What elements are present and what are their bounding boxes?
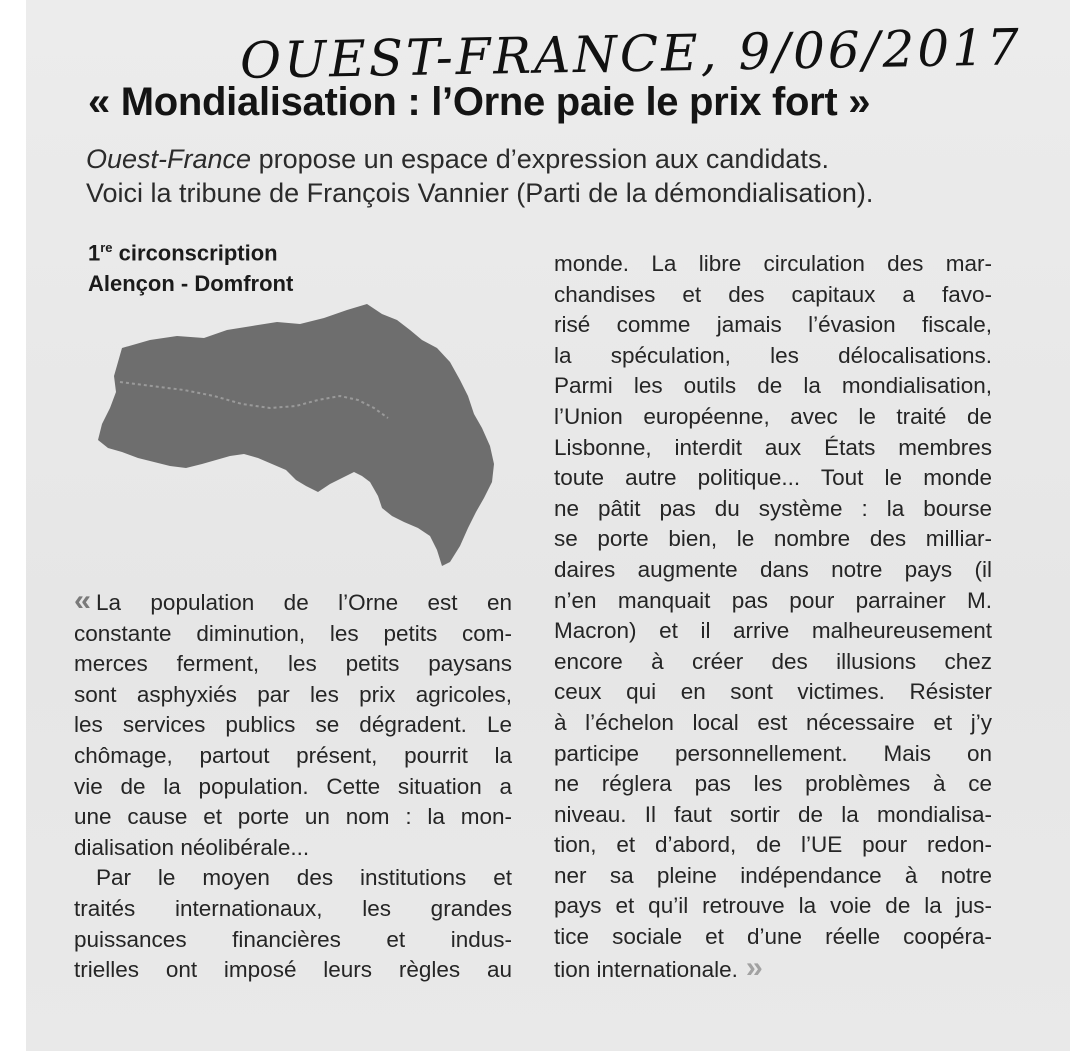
constituency-label: [88, 232, 388, 299]
constituency-number-line: [88, 232, 388, 268]
article-standfirst: [86, 142, 1016, 210]
column-right-line: encore à créer des illusions chez: [554, 648, 992, 674]
standfirst-line-1: [86, 142, 1016, 176]
scan-margin-right: [1070, 0, 1084, 1051]
constituency-word: circonscription: [112, 240, 278, 266]
column-right-line: monde. La libre circulation des mar-: [554, 251, 992, 276]
column-left-line: traités internationaux, les grandes: [74, 895, 512, 921]
column-left-line: Par le moyen des institutions et: [96, 865, 512, 891]
column-left-line: sont asphyxiés par les prix agricoles,: [74, 681, 512, 707]
column-left-line: constante diminution, les petits com-: [74, 620, 512, 646]
column-right-line: l’Union européenne, avec le traité de: [554, 403, 992, 429]
constituency-number: 1: [88, 240, 101, 266]
column-right-line: la spéculation, les délocalisations.: [554, 342, 992, 368]
column-right-line: tice sociale et d’une réelle coopéra-: [554, 924, 992, 950]
column-right-line: daires augmente dans notre pays (il: [554, 556, 992, 582]
column-right-line: niveau. Il faut sortir de la mondialisa-: [554, 801, 992, 827]
column-left-line: trielles ont imposé leurs règles au: [74, 957, 512, 983]
column-right-line: ne réglera pas les problèmes à ce: [554, 771, 992, 797]
column-left-line: dialisation néolibérale...: [74, 834, 310, 860]
column-right-line: ner sa pleine indépendance à notre: [554, 862, 992, 888]
column-left-line-text: La population de l’Orne est en: [95, 590, 512, 615]
column-left-line: merces ferment, les petits paysans: [74, 651, 512, 677]
column-right-line: risé comme jamais l’évasion fiscale,: [554, 312, 992, 338]
column-left-line: les services publics se dégradent. Le: [74, 712, 512, 738]
column-right-line: [554, 950, 992, 986]
constituency-area: Alençon - Domfront: [88, 271, 294, 297]
column-left-line: [74, 586, 512, 619]
handwritten-source-note: OUEST-FRANCE, 9/06/2017: [239, 18, 1023, 90]
column-left-line: puissances financières et indus-: [74, 926, 512, 952]
column-right-line: ne pâtit pas du système : la bourse: [554, 495, 992, 521]
column-right-line: à l’échelon local est nécessaire et j’y: [554, 709, 992, 735]
column-right-line: pays et qu’il retrouve la voie de la jus-: [554, 893, 992, 919]
column-left-line: une cause et porte un nom : la mon-: [74, 804, 512, 830]
column-left-line: chômage, partout présent, pourrit la: [74, 742, 512, 768]
article-headline: « Mondialisation : l’Orne paie le prix fort »: [88, 80, 871, 124]
column-right-line: chandises et des capitaux a favo-: [554, 281, 992, 307]
column-right-line: Macron) et il arrive malheureusement: [554, 618, 992, 644]
column-right-line: Lisbonne, interdit aux États membres: [554, 434, 992, 460]
column-right-line-text: tion internationale.: [554, 956, 738, 982]
constituency-superscript: re: [100, 240, 113, 255]
column-right-line: participe personnellement. Mais on: [554, 740, 992, 766]
opening-quote-mark: ‹‹: [74, 584, 88, 617]
column-right-line: toute autre politique... Tout le monde: [554, 465, 992, 491]
standfirst-line-2: Voici la tribune de François Vannier (Parti de la démondialisation).: [86, 178, 874, 208]
closing-quote-mark: ››: [745, 950, 760, 984]
column-left-line: vie de la population. Cette situation a: [74, 773, 512, 799]
orne-map-shape: [98, 304, 494, 566]
article-column-left: [74, 586, 512, 986]
column-right-line: tion, et d’abord, de l’UE pour redon-: [554, 832, 992, 858]
orne-department-map-icon: [92, 300, 502, 575]
column-right-line: Parmi les outils de la mondialisation,: [554, 373, 992, 399]
column-right-line: se porte bien, le nombre des milliar-: [554, 526, 992, 552]
article-column-right: [554, 249, 992, 985]
standfirst-line-1-text: propose un espace d’expression aux candidats.: [251, 144, 829, 174]
column-right-line: ceux qui en sont victimes. Résister: [554, 679, 992, 705]
column-right-line: n’en manquait pas pour parrainer M.: [554, 587, 992, 613]
scan-margin-left: [0, 0, 26, 1051]
standfirst-source: Ouest-France: [86, 144, 252, 174]
